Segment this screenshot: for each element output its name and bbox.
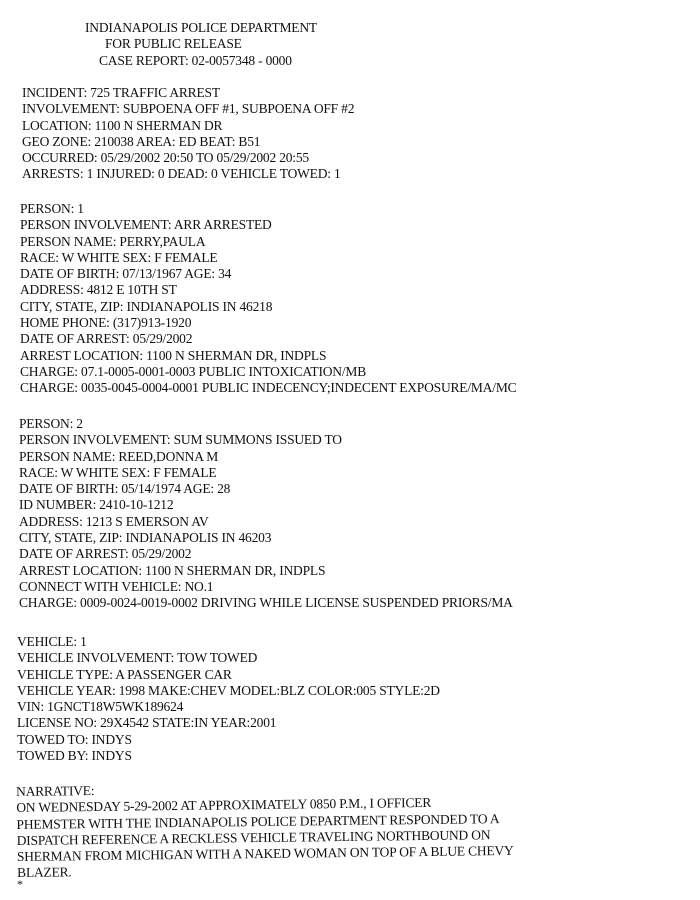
person-name: PERSON NAME: PERRY,PAULA <box>20 233 206 249</box>
person-date-of-arrest: DATE OF ARREST: 05/29/2002 <box>19 546 192 562</box>
narrative-line: PHEMSTER WITH THE INDIANAPOLIS POLICE DEPARTMENT RESPONDED TO A <box>16 810 500 832</box>
incident-geo-zone: GEO ZONE: 210038 AREA: ED BEAT: B51 <box>22 133 261 149</box>
person-dob-age: DATE OF BIRTH: 05/14/1974 AGE: 28 <box>19 481 231 497</box>
narrative-label: NARRATIVE: <box>16 783 95 799</box>
incident-type: INCIDENT: 725 TRAFFIC ARREST <box>22 85 220 100</box>
case-report-number: CASE REPORT: 02-0057348 - 0000 <box>99 52 292 68</box>
person-involvement: PERSON INVOLVEMENT: ARR ARRESTED <box>20 217 272 233</box>
person-charge: CHARGE: 07.1-0005-0001-0003 PUBLIC INTOXICATION/MB <box>20 363 366 379</box>
incident-counts: ARRESTS: 1 INJURED: 0 DEAD: 0 VEHICLE TOWED: 1 <box>22 166 341 182</box>
person-involvement: PERSON INVOLVEMENT: SUM SUMMONS ISSUED TO <box>19 432 342 448</box>
release-label: FOR PUBLIC RELEASE <box>105 36 242 52</box>
incident-occurred: OCCURRED: 05/29/2002 20:50 TO 05/29/2002 20:55 <box>22 150 309 166</box>
vehicle-license: LICENSE NO: 29X4542 STATE:IN YEAR:2001 <box>17 715 277 731</box>
vehicle-details: VEHICLE YEAR: 1998 MAKE:CHEV MODEL:BLZ COLOR:005 STYLE:2D <box>17 682 440 698</box>
vehicle-towed-to: TOWED TO: INDYS <box>17 731 132 747</box>
vehicle-section <box>17 634 657 764</box>
person-number: PERSON: 2 <box>19 416 83 431</box>
person-city-state-zip: CITY, STATE, ZIP: INDIANAPOLIS IN 46203 <box>19 530 272 546</box>
person-address: ADDRESS: 4812 E 10TH ST <box>20 282 177 298</box>
person-date-of-arrest: DATE OF ARREST: 05/29/2002 <box>20 331 193 347</box>
person-name: PERSON NAME: REED,DONNA M <box>19 448 219 464</box>
person-arrest-location: ARREST LOCATION: 1100 N SHERMAN DR, INDPLS <box>20 347 327 363</box>
person-arrest-location: ARREST LOCATION: 1100 N SHERMAN DR, INDPLS <box>19 562 326 578</box>
person-race-sex: RACE: W WHITE SEX: F FEMALE <box>20 249 218 265</box>
department-name: INDIANAPOLIS POLICE DEPARTMENT <box>85 20 317 35</box>
narrative-line: BLAZER. <box>16 864 72 881</box>
vehicle-number: VEHICLE: 1 <box>17 634 87 649</box>
incident-section <box>22 85 662 183</box>
incident-involvement: INVOLVEMENT: SUBPOENA OFF #1, SUBPOENA OFF #2 <box>22 101 355 117</box>
person-city-state-zip: CITY, STATE, ZIP: INDIANAPOLIS IN 46218 <box>20 298 273 314</box>
vehicle-involvement: VEHICLE INVOLVEMENT: TOW TOWED <box>17 650 258 666</box>
report-header <box>85 20 385 69</box>
person-2-section <box>19 416 659 612</box>
narrative-line: DISPATCH REFERENCE A RECKLESS VEHICLE TRAVELING NORTHBOUND ON <box>16 827 491 848</box>
page-continuation-mark: * <box>17 877 23 891</box>
person-home-phone: HOME PHONE: (317)913-1920 <box>20 315 192 331</box>
person-id-number: ID NUMBER: 2410-10-1212 <box>19 497 174 513</box>
person-dob-age: DATE OF BIRTH: 07/13/1967 AGE: 34 <box>20 266 232 282</box>
person-1-section <box>20 201 660 397</box>
vehicle-vin: VIN: 1GNCT18W5WK189624 <box>17 699 184 715</box>
person-number: PERSON: 1 <box>20 201 84 216</box>
vehicle-towed-by: TOWED BY: INDYS <box>17 748 132 764</box>
person-charge: CHARGE: 0009-0024-0019-0002 DRIVING WHILE LICENSE SUSPENDED PRIORS/MA <box>19 595 513 611</box>
vehicle-type: VEHICLE TYPE: A PASSENGER CAR <box>17 666 232 682</box>
narrative-line: SHERMAN FROM MICHIGAN WITH A NAKED WOMAN ON TOP OF A BLUE CHEVY <box>16 843 514 865</box>
narrative-line: ON WEDNESDAY 5-29-2002 AT APPROXIMATELY 0850 P.M., I OFFICER <box>16 795 432 816</box>
incident-location: LOCATION: 1100 N SHERMAN DR <box>22 117 223 133</box>
person-race-sex: RACE: W WHITE SEX: F FEMALE <box>19 464 217 480</box>
person-address: ADDRESS: 1213 S EMERSON AV <box>19 513 209 529</box>
person-charge: CHARGE: 0035-0045-0004-0001 PUBLIC INDECENCY;INDECENT EXPOSURE/MA/MC <box>20 380 517 396</box>
narrative-section <box>16 776 657 882</box>
person-connect-vehicle: CONNECT WITH VEHICLE: NO.1 <box>19 578 214 594</box>
